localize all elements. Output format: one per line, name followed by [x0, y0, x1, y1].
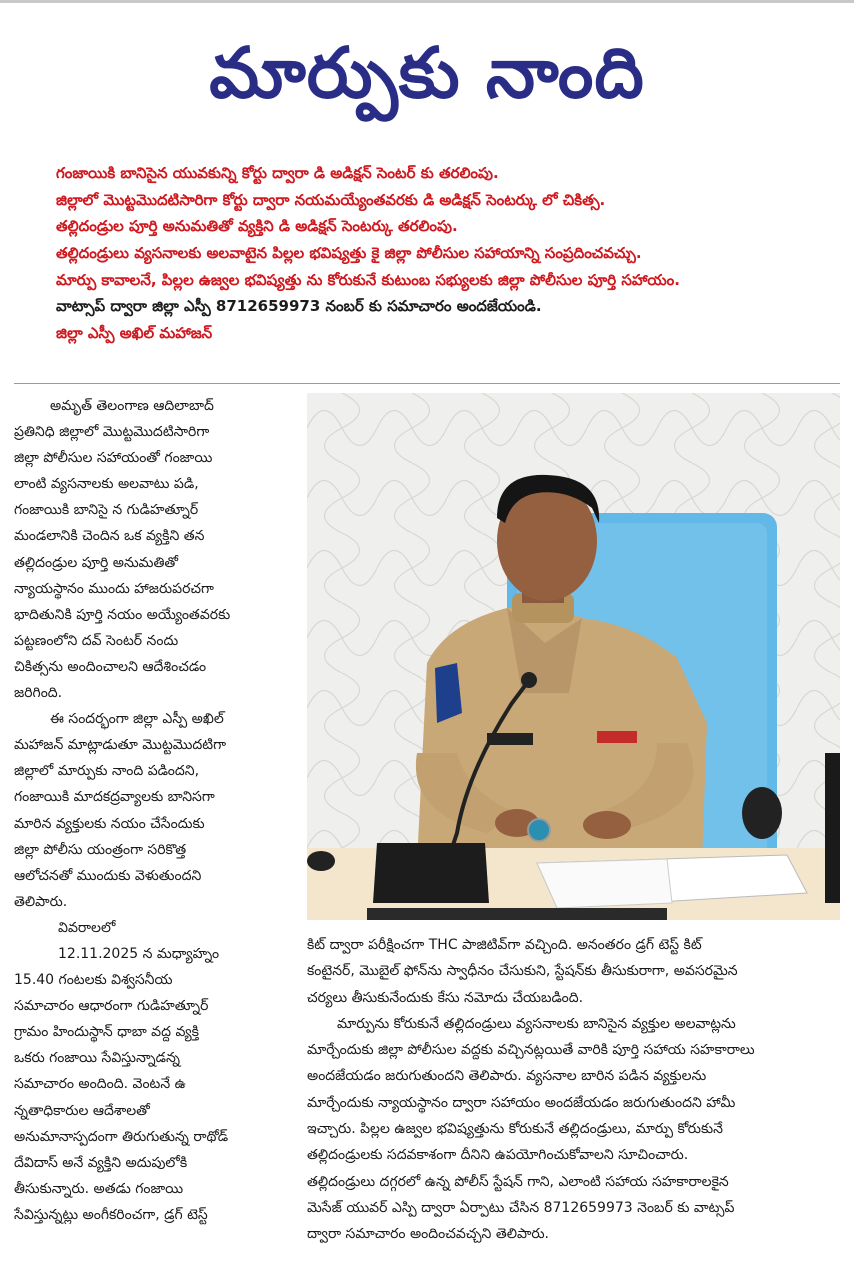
article-line: గంజాయికి మాదకద్రవ్యాలకు బానిసగా — [14, 789, 215, 806]
news-photo-illustration — [307, 393, 840, 920]
article-line: 15.40 గంటలకు విశ్వసనీయ — [14, 972, 173, 989]
hand — [583, 811, 631, 839]
article-line: జిల్లా పోలీసుల సహాయంతో గంజాయి — [14, 450, 213, 467]
article-line: మారిన వ్యక్తులకు నయం చేసేందుకు — [14, 815, 205, 832]
mouse — [307, 851, 335, 871]
article-line: కిట్ ద్వారా పరీక్షించగా THC పాజిటివ్‌గా వచ్చింది. అనంతరం డ్రగ్ టెస్ట్ కిట్ — [307, 937, 702, 953]
article-line: తల్లిదండ్రులు దగ్గరలో ఉన్న పోలీస్ స్టేషన్ గాని, ఎలాంటి సహాయ సహకారాలకైన — [307, 1173, 729, 1190]
highlight-item: జిల్లాలో మొట్టమొదటిసారిగా కోర్టు ద్వారా నయమయ్యేంతవరకు డి అడిక్షన్ సెంటర్కు లో చికిత్స. — [56, 190, 606, 209]
keyboard — [367, 908, 667, 920]
article-line: తెలిపారు. — [14, 893, 68, 910]
section-divider — [14, 383, 840, 384]
article-line: న్నతాధికారుల ఆదేశాలతో — [14, 1102, 150, 1119]
article-line: చికిత్సను అందించాలని ఆదేశించడం — [14, 658, 207, 675]
article-left-column — [14, 393, 299, 1228]
article-line: వివరాలలో — [58, 919, 116, 936]
article-line: మెసేజ్ యువర్ ఎస్పి ద్వారా ఏర్పాటు చేసిన 8712659973 నెంబర్ కు వాట్సప్ — [307, 1199, 735, 1216]
article-line: 12.11.2025 న మధ్యాహ్నం — [58, 945, 220, 962]
article-line: జరిగింది. — [14, 685, 63, 702]
article-line: సమాచారం అందింది. వెంటనే ఉ — [14, 1076, 186, 1093]
article-line: చర్యలు తీసుకునేందుకు కేసు నమోదు చేయబడింది. — [307, 989, 584, 1006]
article-line: మండలానికి చెందిన ఒక వ్యక్తిని తన — [14, 528, 205, 545]
article-line: మార్చేందుకు న్యాయస్థానం ద్వారా సహాయం అందజేయడం జరుగుతుందని హామీ — [307, 1094, 736, 1111]
news-photo — [307, 393, 840, 920]
article-line: ప్రతినిధి జిల్లాలో మొట్టమొదటిసారిగా — [14, 424, 210, 441]
article-line: తల్లిదండ్రులకు సదవకాశంగా దీనిని ఉపయోగించుకోవాలని సూచించారు. — [307, 1147, 689, 1164]
watch — [528, 819, 550, 841]
article-line: మార్పును కోరుకునే తల్లిదండ్రులు వ్యసనాలకు బానిసైన వ్యక్తుల అలవాట్లను — [337, 1015, 736, 1032]
top-rule — [0, 0, 854, 3]
article-line: సమాచారం ఆధారంగా గుడిహత్నూర్ — [14, 998, 209, 1015]
microphone-head — [521, 672, 537, 688]
highlights-list — [56, 160, 846, 347]
article-line: అందజేయడం జరుగుతుందని తెలిపారు. వ్యసనాల బారిన పడిన వ్యక్తులను — [307, 1068, 707, 1085]
article-line: పట్టణంలోని దవ్ సెంటర్ నందు — [14, 632, 179, 649]
article-line: ద్వారా సమాచారం అందించవచ్చని తెలిపారు. — [307, 1226, 550, 1243]
article-line: గంజాయికి బానిసై న గుడిహత్నూర్ — [14, 502, 199, 519]
article-line: ఒకరు గంజాయి సేవిస్తున్నాడన్న — [14, 1050, 180, 1067]
bottle — [825, 753, 840, 903]
highlight-item: తల్లిదండ్రులు వ్యసనాలకు అలవాటైన పిల్లల భవిష్యత్తు కై జిల్లా పోలీసుల సహాయాన్ని సంప్రదించవచ్చు. — [56, 244, 642, 263]
article-line: ఆలోచనతో ముందుకు వెళుతుందని — [14, 867, 202, 884]
article-line: మహాజన్ మాట్లాడుతూ మొట్టమొదటిగా — [14, 737, 226, 754]
microphone-base — [373, 843, 489, 903]
article-line: జిల్లా పోలీసు యంత్రంగా సరికొత్త — [14, 841, 187, 858]
article-line: కంటైనర్, మొబైల్ ఫోన్‌ను స్వాధీనం చేసుకుని, స్టేషన్‌కు తీసుకురాగా, అవసరమైన — [307, 963, 738, 980]
ribbon — [597, 731, 637, 743]
article-line: గ్రామం హిందుస్థాన్ ధాబా వద్ద వ్యక్తి — [14, 1024, 199, 1041]
article-line: ఈ సందర్భంగా జిల్లా ఎస్పీ అఖిల్ — [50, 711, 224, 728]
highlight-item: తల్లిదండ్రుల పూర్తి అనుమతితో వ్యక్తిని డి అడిక్షన్ సెంటర్కు తరలింపు. — [56, 217, 458, 236]
article-line: ఇచ్చారు. పిల్లల ఉజ్వల భవిష్యత్తును కోరుకునే తల్లిదండ్రులు, మార్పు కోరుకునే — [307, 1121, 723, 1138]
highlight-item: వాట్సాప్ ద్వారా జిల్లా ఎస్పీ 8712659973 నంబర్ కు సమాచారం అందజేయండి. — [56, 297, 542, 316]
article-line: భాదితునికి పూర్తి నయం అయ్యేంతవరకు — [14, 606, 231, 623]
headline: మార్పుకు నాంది — [209, 32, 645, 114]
article-line: మార్చేందుకు జిల్లా పోలీసుల వద్దకు వచ్చినట్లయితే వారికి పూర్తి సహాయ సహకారాలు — [307, 1042, 755, 1059]
article-line: అనుమానాస్పదంగా తిరుగుతున్న రాథోడ్ — [14, 1128, 229, 1145]
article-line: సేవిస్తున్నట్లు అంగీకరించగా, డ్రగ్ టెస్ట్ — [14, 1206, 208, 1223]
article-line: లాంటి వ్యసనాలకు అలవాటు పడి, — [14, 476, 199, 493]
article-line: అమృత్ తెలంగాణ ఆదిలాబాద్ — [50, 398, 214, 414]
article-line: దేవిదాస్ అనే వ్యక్తిని అదుపులోకి — [14, 1154, 188, 1171]
highlight-item: మార్పు కావాలనే, పిల్లల ఉజ్వల భవిష్యత్తు ను కోరుకునే కుటుంబ సభ్యులకు జిల్లా పోలీసుల పూర్తి సహాయం. — [56, 270, 680, 289]
article-line: న్యాయస్థానం ముందు హాజరుపరచగా — [14, 580, 214, 597]
article-right-column — [307, 932, 840, 1248]
highlight-item: గంజాయికి బానిసైన యువకున్ని కోర్టు ద్వారా డి అడిక్షన్ సెంటర్ కు తరలింపు. — [56, 164, 499, 182]
article-line: తల్లిదండ్రుల పూర్తి అనుమతితో — [14, 554, 179, 571]
highlight-byline: జిల్లా ఎస్పీ అఖిల్ మహాజన్ — [56, 324, 213, 343]
chair-arm — [742, 787, 782, 839]
article-line: జిల్లాలో మార్పుకు నాంది పడిందని, — [14, 763, 200, 780]
article-line: తీసుకున్నారు. అతడు గంజాయి — [14, 1180, 184, 1197]
